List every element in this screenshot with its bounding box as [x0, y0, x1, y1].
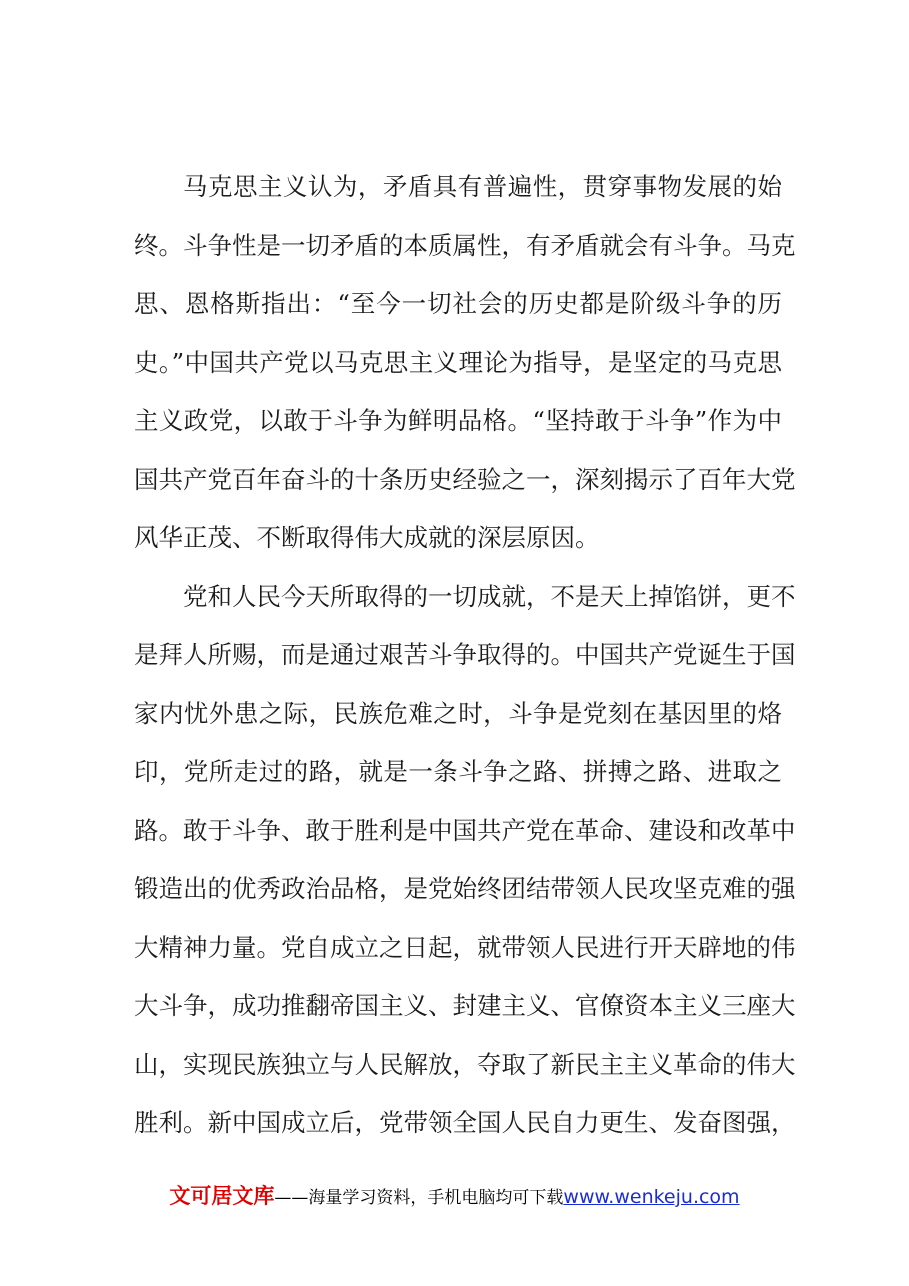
text-line: 路。敢于斗争、敢于胜利是中国共产党在革命、建设和改革中 [134, 815, 796, 845]
body-text [134, 158, 796, 1153]
text-line: 家内忧外患之际，民族危难之时，斗争是党刻在基因里的烙 [134, 698, 782, 728]
text-line: 主义政党，以敢于斗争为鲜明品格。“坚持敢于斗争”作为中 [134, 406, 782, 435]
text-line: 史。”中国共产党以马克思主义理论为指导，是坚定的马克思 [134, 347, 782, 377]
paragraph-2 [134, 568, 796, 1153]
paragraph-1 [134, 158, 796, 568]
text-line: 党和人民今天所取得的一切成就，不是天上掉馅饼，更不 [183, 581, 796, 611]
text-line: 大精神力量。党自成立之日起，就带领人民进行开天辟地的伟 [134, 932, 796, 962]
text-line: 大斗争，成功推翻帝国主义、封建主义、官僚资本主义三座大 [134, 991, 796, 1020]
page-footer [0, 1183, 909, 1211]
text-line: 国共产党百年奋斗的十条历史经验之一，深刻揭示了百年大党 [134, 464, 796, 494]
text-line: 思、恩格斯指出：“至今一切社会的历史都是阶级斗争的历 [134, 289, 782, 318]
text-line: 风华正茂、不断取得伟大成就的深层原因。 [134, 523, 600, 552]
text-line: 胜利。新中国成立后，党带领全国人民自力更生、发奋图强， [134, 1108, 796, 1137]
footer-link[interactable]: www.wenkeju.com [563, 1186, 740, 1208]
text-line: 是拜人所赐，而是通过艰苦斗争取得的。中国共产党诞生于国 [134, 640, 796, 669]
text-line: 终。斗争性是一切矛盾的本质属性，有矛盾就会有斗争。马克 [134, 230, 796, 260]
footer-brand: 文可居文库 [169, 1184, 275, 1208]
text-line: 印，党所走过的路，就是一条斗争之路、拼搏之路、进取之 [134, 757, 782, 786]
text-line: 锻造出的优秀政治品格，是党始终团结带领人民攻坚克难的强 [134, 874, 796, 903]
text-line: 马克思主义认为，矛盾具有普遍性，贯穿事物发展的始 [183, 172, 782, 201]
footer-slogan: ——海量学习资料，手机电脑均可下载 [274, 1188, 564, 1208]
text-line: 山，实现民族独立与人民解放，夺取了新民主主义革命的伟大 [134, 1049, 796, 1079]
